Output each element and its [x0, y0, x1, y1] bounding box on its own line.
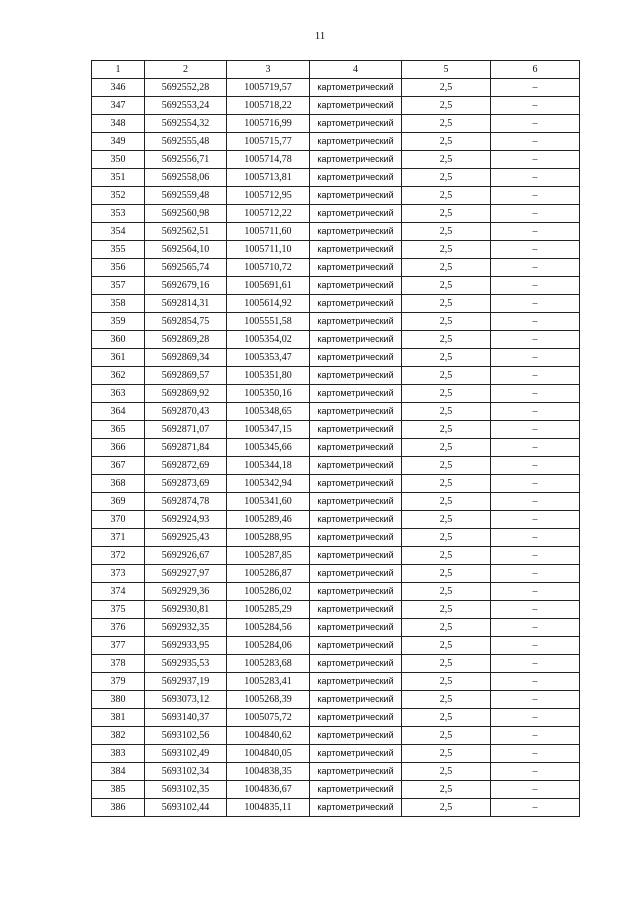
cell-y-coordinate: 1005691,61: [227, 277, 310, 295]
cell-point-number: 376: [92, 619, 145, 637]
cell-y-coordinate: 1005268,39: [227, 691, 310, 709]
cell-note: –: [491, 781, 580, 799]
cell-method: картометрический: [310, 799, 402, 817]
table-row: [92, 223, 580, 241]
cell-x-coordinate: 5692554,32: [145, 115, 227, 133]
cell-point-number: 381: [92, 709, 145, 727]
cell-y-coordinate: 1005342,94: [227, 475, 310, 493]
cell-point-number: 355: [92, 241, 145, 259]
cell-y-coordinate: 1005351,80: [227, 367, 310, 385]
table-row: [92, 205, 580, 223]
cell-x-coordinate: 5692562,51: [145, 223, 227, 241]
cell-note: –: [491, 421, 580, 439]
cell-note: –: [491, 709, 580, 727]
cell-point-number: 353: [92, 205, 145, 223]
cell-note: –: [491, 547, 580, 565]
cell-method: картометрический: [310, 619, 402, 637]
cell-note: –: [491, 673, 580, 691]
cell-x-coordinate: 5693073,12: [145, 691, 227, 709]
table-row: [92, 457, 580, 475]
cell-note: –: [491, 655, 580, 673]
cell-note: –: [491, 259, 580, 277]
cell-point-number: 369: [92, 493, 145, 511]
cell-note: –: [491, 349, 580, 367]
cell-x-coordinate: 5692937,19: [145, 673, 227, 691]
cell-y-coordinate: 1005348,65: [227, 403, 310, 421]
cell-note: –: [491, 439, 580, 457]
cell-method: картометрический: [310, 115, 402, 133]
cell-x-coordinate: 5693102,49: [145, 745, 227, 763]
cell-method: картометрический: [310, 385, 402, 403]
cell-point-number: 380: [92, 691, 145, 709]
cell-y-coordinate: 1005286,02: [227, 583, 310, 601]
cell-y-coordinate: 1005711,10: [227, 241, 310, 259]
cell-accuracy: 2,5: [402, 151, 491, 169]
cell-x-coordinate: 5692929,36: [145, 583, 227, 601]
cell-accuracy: 2,5: [402, 439, 491, 457]
cell-method: картометрический: [310, 223, 402, 241]
cell-note: –: [491, 169, 580, 187]
cell-method: картометрический: [310, 403, 402, 421]
cell-method: картометрический: [310, 493, 402, 511]
cell-x-coordinate: 5692869,92: [145, 385, 227, 403]
table-body: [92, 79, 580, 817]
cell-accuracy: 2,5: [402, 421, 491, 439]
cell-point-number: 371: [92, 529, 145, 547]
cell-method: картометрический: [310, 259, 402, 277]
cell-x-coordinate: 5692872,69: [145, 457, 227, 475]
cell-y-coordinate: 1005341,60: [227, 493, 310, 511]
cell-y-coordinate: 1005718,22: [227, 97, 310, 115]
cell-x-coordinate: 5692869,34: [145, 349, 227, 367]
table-row: [92, 529, 580, 547]
table-row: [92, 403, 580, 421]
table-row: [92, 799, 580, 817]
cell-method: картометрический: [310, 277, 402, 295]
cell-x-coordinate: 5692854,75: [145, 313, 227, 331]
table-row: [92, 583, 580, 601]
cell-x-coordinate: 5692869,57: [145, 367, 227, 385]
cell-point-number: 363: [92, 385, 145, 403]
cell-note: –: [491, 745, 580, 763]
cell-y-coordinate: 1005285,29: [227, 601, 310, 619]
cell-accuracy: 2,5: [402, 475, 491, 493]
cell-y-coordinate: 1005350,16: [227, 385, 310, 403]
cell-y-coordinate: 1005551,58: [227, 313, 310, 331]
cell-y-coordinate: 1005353,47: [227, 349, 310, 367]
cell-x-coordinate: 5692679,16: [145, 277, 227, 295]
cell-point-number: 348: [92, 115, 145, 133]
table-row: [92, 115, 580, 133]
cell-accuracy: 2,5: [402, 619, 491, 637]
cell-accuracy: 2,5: [402, 583, 491, 601]
cell-y-coordinate: 1005286,87: [227, 565, 310, 583]
cell-method: картометрический: [310, 727, 402, 745]
cell-accuracy: 2,5: [402, 637, 491, 655]
cell-point-number: 350: [92, 151, 145, 169]
cell-accuracy: 2,5: [402, 547, 491, 565]
cell-y-coordinate: 1005714,78: [227, 151, 310, 169]
cell-accuracy: 2,5: [402, 313, 491, 331]
cell-y-coordinate: 1005712,22: [227, 205, 310, 223]
table-row: [92, 511, 580, 529]
cell-accuracy: 2,5: [402, 799, 491, 817]
table-header-row: [92, 61, 580, 79]
cell-method: картометрический: [310, 709, 402, 727]
cell-note: –: [491, 277, 580, 295]
cell-accuracy: 2,5: [402, 727, 491, 745]
table-row: [92, 151, 580, 169]
cell-y-coordinate: 1004835,11: [227, 799, 310, 817]
cell-accuracy: 2,5: [402, 331, 491, 349]
table-row: [92, 313, 580, 331]
table-row: [92, 439, 580, 457]
cell-method: картометрический: [310, 781, 402, 799]
cell-accuracy: 2,5: [402, 673, 491, 691]
table-row: [92, 691, 580, 709]
cell-method: картометрический: [310, 97, 402, 115]
cell-note: –: [491, 313, 580, 331]
table-row: [92, 79, 580, 97]
table-row: [92, 565, 580, 583]
cell-x-coordinate: 5692926,67: [145, 547, 227, 565]
cell-accuracy: 2,5: [402, 385, 491, 403]
cell-point-number: 360: [92, 331, 145, 349]
header-col-6: 6: [491, 61, 580, 79]
cell-y-coordinate: 1004836,67: [227, 781, 310, 799]
cell-point-number: 370: [92, 511, 145, 529]
cell-y-coordinate: 1005354,02: [227, 331, 310, 349]
cell-x-coordinate: 5692870,43: [145, 403, 227, 421]
table-row: [92, 637, 580, 655]
cell-x-coordinate: 5693102,34: [145, 763, 227, 781]
cell-method: картометрический: [310, 673, 402, 691]
cell-point-number: 349: [92, 133, 145, 151]
cell-method: картометрический: [310, 691, 402, 709]
cell-accuracy: 2,5: [402, 205, 491, 223]
table-row: [92, 97, 580, 115]
header-col-3: 3: [227, 61, 310, 79]
cell-point-number: 374: [92, 583, 145, 601]
cell-accuracy: 2,5: [402, 601, 491, 619]
cell-y-coordinate: 1005288,95: [227, 529, 310, 547]
table-row: [92, 259, 580, 277]
table-row: [92, 169, 580, 187]
table-row: [92, 187, 580, 205]
cell-point-number: 356: [92, 259, 145, 277]
cell-note: –: [491, 763, 580, 781]
cell-method: картометрический: [310, 169, 402, 187]
cell-method: картометрический: [310, 547, 402, 565]
cell-x-coordinate: 5692555,48: [145, 133, 227, 151]
cell-y-coordinate: 1005713,81: [227, 169, 310, 187]
cell-accuracy: 2,5: [402, 457, 491, 475]
cell-y-coordinate: 1005345,66: [227, 439, 310, 457]
cell-accuracy: 2,5: [402, 133, 491, 151]
cell-x-coordinate: 5692871,84: [145, 439, 227, 457]
cell-note: –: [491, 529, 580, 547]
cell-point-number: 351: [92, 169, 145, 187]
cell-method: картометрический: [310, 295, 402, 313]
cell-accuracy: 2,5: [402, 565, 491, 583]
cell-x-coordinate: 5692559,48: [145, 187, 227, 205]
cell-x-coordinate: 5692814,31: [145, 295, 227, 313]
cell-y-coordinate: 1005716,99: [227, 115, 310, 133]
cell-accuracy: 2,5: [402, 781, 491, 799]
cell-y-coordinate: 1005283,41: [227, 673, 310, 691]
cell-method: картометрический: [310, 187, 402, 205]
cell-y-coordinate: 1005614,92: [227, 295, 310, 313]
cell-method: картометрический: [310, 79, 402, 97]
table-row: [92, 727, 580, 745]
cell-point-number: 361: [92, 349, 145, 367]
cell-point-number: 357: [92, 277, 145, 295]
table-row: [92, 295, 580, 313]
table-row: [92, 781, 580, 799]
cell-point-number: 354: [92, 223, 145, 241]
cell-x-coordinate: 5692565,74: [145, 259, 227, 277]
header-col-1: 1: [92, 61, 145, 79]
cell-note: –: [491, 151, 580, 169]
cell-accuracy: 2,5: [402, 403, 491, 421]
cell-accuracy: 2,5: [402, 97, 491, 115]
cell-x-coordinate: 5692871,07: [145, 421, 227, 439]
cell-y-coordinate: 1005344,18: [227, 457, 310, 475]
cell-note: –: [491, 205, 580, 223]
cell-note: –: [491, 115, 580, 133]
coordinates-table: [91, 60, 580, 817]
table-row: [92, 475, 580, 493]
cell-accuracy: 2,5: [402, 493, 491, 511]
cell-method: картометрический: [310, 313, 402, 331]
cell-x-coordinate: 5692869,28: [145, 331, 227, 349]
cell-point-number: 359: [92, 313, 145, 331]
cell-point-number: 384: [92, 763, 145, 781]
cell-point-number: 385: [92, 781, 145, 799]
header-col-2: 2: [145, 61, 227, 79]
cell-point-number: 377: [92, 637, 145, 655]
cell-note: –: [491, 637, 580, 655]
cell-note: –: [491, 493, 580, 511]
cell-x-coordinate: 5692873,69: [145, 475, 227, 493]
cell-point-number: 365: [92, 421, 145, 439]
cell-note: –: [491, 385, 580, 403]
cell-x-coordinate: 5692564,10: [145, 241, 227, 259]
cell-note: –: [491, 475, 580, 493]
cell-accuracy: 2,5: [402, 223, 491, 241]
cell-point-number: 352: [92, 187, 145, 205]
cell-accuracy: 2,5: [402, 511, 491, 529]
header-col-4: 4: [310, 61, 402, 79]
cell-x-coordinate: 5693140,37: [145, 709, 227, 727]
cell-note: –: [491, 619, 580, 637]
cell-method: картометрический: [310, 349, 402, 367]
cell-y-coordinate: 1005347,15: [227, 421, 310, 439]
cell-accuracy: 2,5: [402, 529, 491, 547]
cell-x-coordinate: 5692556,71: [145, 151, 227, 169]
cell-point-number: 358: [92, 295, 145, 313]
cell-method: картометрический: [310, 655, 402, 673]
cell-method: картометрический: [310, 637, 402, 655]
cell-y-coordinate: 1005289,46: [227, 511, 310, 529]
cell-x-coordinate: 5692932,35: [145, 619, 227, 637]
cell-point-number: 366: [92, 439, 145, 457]
cell-x-coordinate: 5692560,98: [145, 205, 227, 223]
cell-note: –: [491, 133, 580, 151]
cell-y-coordinate: 1004840,05: [227, 745, 310, 763]
cell-method: картометрический: [310, 151, 402, 169]
table-row: [92, 745, 580, 763]
cell-y-coordinate: 1005711,60: [227, 223, 310, 241]
cell-accuracy: 2,5: [402, 187, 491, 205]
cell-note: –: [491, 403, 580, 421]
cell-accuracy: 2,5: [402, 169, 491, 187]
cell-accuracy: 2,5: [402, 79, 491, 97]
cell-y-coordinate: 1005284,56: [227, 619, 310, 637]
cell-accuracy: 2,5: [402, 349, 491, 367]
cell-note: –: [491, 727, 580, 745]
cell-point-number: 362: [92, 367, 145, 385]
cell-accuracy: 2,5: [402, 709, 491, 727]
table-row: [92, 331, 580, 349]
cell-y-coordinate: 1004840,62: [227, 727, 310, 745]
cell-y-coordinate: 1005284,06: [227, 637, 310, 655]
header-col-5: 5: [402, 61, 491, 79]
cell-point-number: 372: [92, 547, 145, 565]
cell-method: картометрический: [310, 475, 402, 493]
cell-x-coordinate: 5693102,35: [145, 781, 227, 799]
cell-note: –: [491, 583, 580, 601]
cell-x-coordinate: 5692552,28: [145, 79, 227, 97]
cell-note: –: [491, 187, 580, 205]
cell-accuracy: 2,5: [402, 295, 491, 313]
cell-method: картометрический: [310, 511, 402, 529]
cell-method: картометрический: [310, 439, 402, 457]
cell-x-coordinate: 5692553,24: [145, 97, 227, 115]
cell-note: –: [491, 295, 580, 313]
cell-note: –: [491, 691, 580, 709]
cell-accuracy: 2,5: [402, 277, 491, 295]
cell-y-coordinate: 1005712,95: [227, 187, 310, 205]
cell-y-coordinate: 1005287,85: [227, 547, 310, 565]
cell-point-number: 375: [92, 601, 145, 619]
cell-x-coordinate: 5692925,43: [145, 529, 227, 547]
cell-accuracy: 2,5: [402, 763, 491, 781]
cell-accuracy: 2,5: [402, 259, 491, 277]
cell-method: картометрический: [310, 583, 402, 601]
cell-note: –: [491, 367, 580, 385]
cell-x-coordinate: 5693102,56: [145, 727, 227, 745]
cell-accuracy: 2,5: [402, 115, 491, 133]
cell-accuracy: 2,5: [402, 367, 491, 385]
cell-accuracy: 2,5: [402, 655, 491, 673]
cell-point-number: 383: [92, 745, 145, 763]
table-row: [92, 241, 580, 259]
cell-y-coordinate: 1005715,77: [227, 133, 310, 151]
cell-method: картометрический: [310, 205, 402, 223]
cell-x-coordinate: 5692935,53: [145, 655, 227, 673]
cell-note: –: [491, 223, 580, 241]
cell-note: –: [491, 79, 580, 97]
table-row: [92, 349, 580, 367]
cell-method: картометрический: [310, 367, 402, 385]
cell-note: –: [491, 331, 580, 349]
cell-point-number: 378: [92, 655, 145, 673]
cell-method: картометрический: [310, 421, 402, 439]
cell-y-coordinate: 1005283,68: [227, 655, 310, 673]
cell-accuracy: 2,5: [402, 745, 491, 763]
cell-note: –: [491, 511, 580, 529]
cell-note: –: [491, 457, 580, 475]
cell-method: картометрический: [310, 331, 402, 349]
cell-y-coordinate: 1005075,72: [227, 709, 310, 727]
cell-point-number: 373: [92, 565, 145, 583]
cell-point-number: 379: [92, 673, 145, 691]
cell-method: картометрический: [310, 241, 402, 259]
cell-point-number: 382: [92, 727, 145, 745]
cell-point-number: 347: [92, 97, 145, 115]
cell-note: –: [491, 601, 580, 619]
cell-method: картометрический: [310, 457, 402, 475]
cell-method: картометрический: [310, 745, 402, 763]
table-row: [92, 367, 580, 385]
cell-y-coordinate: 1004838,35: [227, 763, 310, 781]
cell-x-coordinate: 5692874,78: [145, 493, 227, 511]
cell-note: –: [491, 799, 580, 817]
cell-y-coordinate: 1005710,72: [227, 259, 310, 277]
table-row: [92, 655, 580, 673]
table-row: [92, 709, 580, 727]
cell-point-number: 364: [92, 403, 145, 421]
table-row: [92, 547, 580, 565]
cell-point-number: 367: [92, 457, 145, 475]
cell-y-coordinate: 1005719,57: [227, 79, 310, 97]
table-row: [92, 493, 580, 511]
cell-method: картометрический: [310, 565, 402, 583]
table-row: [92, 385, 580, 403]
table-row: [92, 277, 580, 295]
cell-method: картометрический: [310, 529, 402, 547]
cell-x-coordinate: 5692924,93: [145, 511, 227, 529]
cell-x-coordinate: 5692933,95: [145, 637, 227, 655]
page-number: 11: [314, 30, 326, 42]
cell-x-coordinate: 5692930,81: [145, 601, 227, 619]
cell-note: –: [491, 565, 580, 583]
cell-accuracy: 2,5: [402, 691, 491, 709]
table-row: [92, 133, 580, 151]
table-row: [92, 673, 580, 691]
cell-point-number: 386: [92, 799, 145, 817]
cell-accuracy: 2,5: [402, 241, 491, 259]
cell-note: –: [491, 241, 580, 259]
cell-x-coordinate: 5692927,97: [145, 565, 227, 583]
cell-note: –: [491, 97, 580, 115]
cell-x-coordinate: 5692558,06: [145, 169, 227, 187]
cell-method: картометрический: [310, 763, 402, 781]
table-row: [92, 619, 580, 637]
cell-method: картометрический: [310, 601, 402, 619]
table-row: [92, 601, 580, 619]
table-row: [92, 763, 580, 781]
cell-method: картометрический: [310, 133, 402, 151]
table-row: [92, 421, 580, 439]
cell-point-number: 346: [92, 79, 145, 97]
cell-point-number: 368: [92, 475, 145, 493]
cell-x-coordinate: 5693102,44: [145, 799, 227, 817]
